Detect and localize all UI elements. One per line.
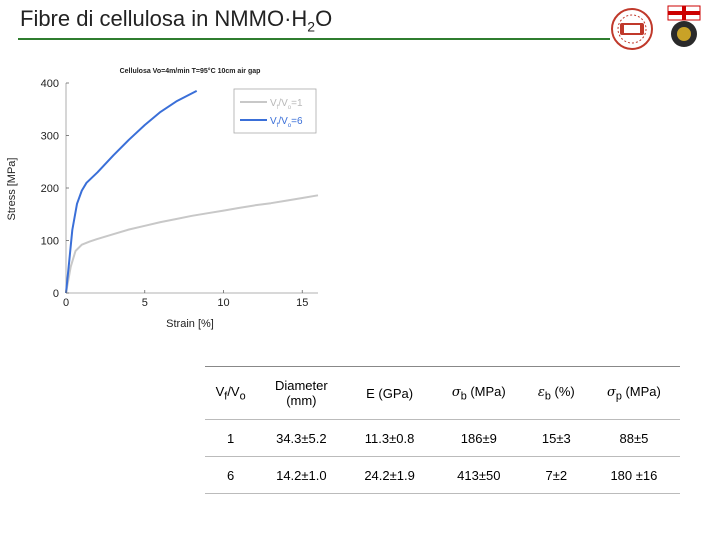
x-tick-label: 10 [217, 297, 230, 309]
cell-draw-ratio: 6 [205, 457, 256, 494]
cell-modulus: 11.3±0.8 [346, 420, 432, 457]
table-row [205, 420, 680, 457]
title-underline [18, 38, 610, 40]
stress-strain-chart [0, 54, 330, 344]
table-header-row [205, 367, 680, 420]
cell-break-stress: 413±50 [433, 457, 525, 494]
x-axis-label: Strain [%] [166, 318, 214, 330]
y-tick-label: 0 [52, 288, 59, 300]
y-tick-label: 100 [40, 235, 59, 248]
header-diameter: Diameter (mm) [256, 367, 346, 420]
cell-yield-stress: 180 ±16 [588, 457, 680, 494]
cell-break-strain: 7±2 [525, 457, 588, 494]
legend [234, 89, 316, 133]
cell-diameter: 34.3±5.2 [256, 420, 346, 457]
header-break-stress: $\sigma_b$ (MPa) [433, 367, 525, 420]
university-shield-icon [664, 4, 704, 52]
y-tick-label: 200 [40, 183, 59, 195]
header-modulus: E (GPa) [346, 367, 432, 420]
cell-modulus: 24.2±1.9 [346, 457, 432, 494]
chart-title: Cellulosa Vo=4m/min T=95°C 10cm air gap [119, 68, 261, 75]
legend-label-1: $V_f/V_o=1$ [270, 98, 303, 111]
slide-title: Fibre di cellulosa in $NMMO\cdot H_2O$ [20, 6, 333, 35]
header-draw-ratio: $V_f/V_o$ [205, 367, 256, 420]
x-tick-label: 0 [62, 297, 70, 309]
cell-diameter: 14.2±1.0 [256, 457, 346, 494]
y-tick-label: 400 [40, 78, 59, 90]
dcci-logo-icon [606, 6, 658, 52]
header-break-strain: $\varepsilon_b$ (%) [525, 367, 588, 420]
table-row [205, 457, 680, 494]
legend-label-2: $V_f/V_o=6$ [270, 116, 303, 129]
header-yield-stress: $\sigma_p$ (MPa) [588, 367, 680, 420]
cell-break-strain: 15±3 [525, 420, 588, 457]
properties-table [205, 366, 680, 494]
cell-break-stress: 186±9 [433, 420, 525, 457]
cell-yield-stress: 88±5 [588, 420, 680, 457]
cell-draw-ratio: 1 [205, 420, 256, 457]
y-tick-label: 300 [40, 130, 59, 143]
x-tick-label: 5 [141, 297, 148, 309]
y-axis-label: Stress [MPa] [6, 157, 18, 221]
x-tick-label: 15 [296, 297, 309, 309]
